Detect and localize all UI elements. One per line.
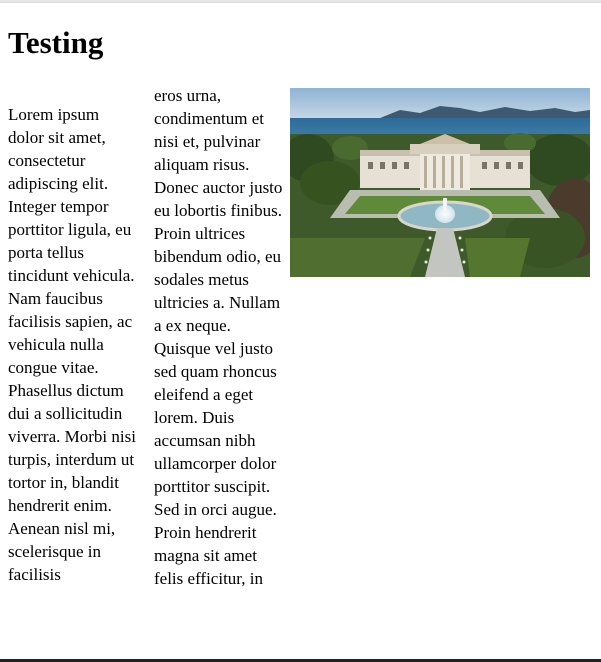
text-column-1: Lorem ipsum dolor sit amet, consectetur adipiscing elit. Integer tempor porttitor ligula, eu porta tellus tincidunt vehicula. Nam faucibus facilisis sapien, ac vehicula nulla congue vitae. Phasellus dictum dui a sollicitudin viverra. Morbi nisi turpis, interdum ut tortor in, blandit hendrerit enim. Aenean nisl mi, scelerisque in facilisis	[8, 105, 136, 584]
text-column-2: eros urna, condimentum et nisi et, pulvinar aliquam risus. Donec auctor justo eu lobortis finibus. Proin ultrices bibendum odio, eu sodales metus ultricies a. Nullam a ex neque. Quisque vel justo sed quam rhoncus eleifend a eget lorem. Duis accumsan nibh ullamcorper dolor porttitor suscipit. Sed in orci augue. Proin hendrerit magna sit amet felis efficitur, in	[154, 86, 283, 588]
top-border	[0, 0, 601, 3]
mansion-photo	[290, 88, 590, 277]
page-title: Testing	[8, 25, 104, 60]
